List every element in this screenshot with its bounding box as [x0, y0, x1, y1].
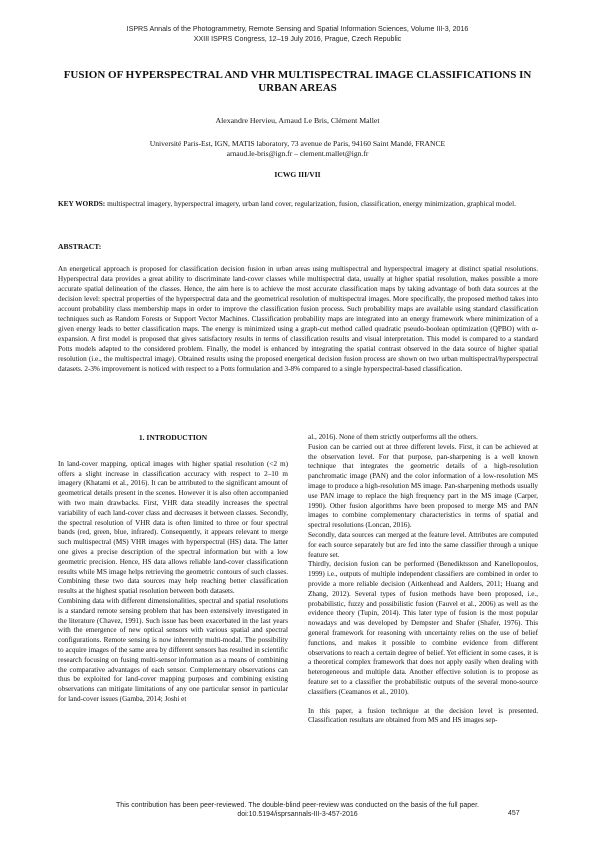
intro-paragraph-5: Secondly, data sources can merged at the feature level. Attributes are computed for each source separately but are fed into the same classifier through a unique feature set. [308, 530, 538, 559]
footer-doi: doi:10.5194/isprsannals-III-3-457-2016 [237, 811, 358, 818]
paper-title: FUSION OF HYPERSPECTRAL AND VHR MULTISPECTRAL IMAGE CLASSIFICATIONS IN URBAN AREAS [63, 69, 532, 94]
left-column [58, 433, 288, 705]
intro-paragraph-3: al., 2016). None of them strictly outperforms all the others. [308, 433, 478, 441]
intro-paragraph-7: In this paper, a fusion technique at the decision level is presented. Classification resultats are obtained from MS and HS images sep- [308, 706, 538, 725]
running-header [0, 24, 595, 44]
right-column [308, 433, 538, 726]
intro-paragraph-2: Combining data with different dimensionalities, spectral and spatial resolutions is a standard remote sensing problem that has been extensively investigated in the literature (Chavez, 1991). Such issue has been exacerbated in the last years with the emergence of new optical sensors with various spatial and spectral configurations. Remote sensing is now inherently multi-modal. The possibility to acquire images of the same area by different sensors has resulted in scientific research focusing on fusing multi-sensor information as a means of combining the comparative advantages of each sensor. Complementary observations can thus be exploited for land-cover mapping purposes and combining existing observations can mitigate limitations of any one particular sensor in particular for land-cover issues (Gamba, 2014; Joshi et [58, 596, 288, 703]
intro-paragraph-6: Thirdly, decision fusion can be performed (Benediktsson and Kanellopoulos, 1999) i.e., outputs of multiple independent classifiers are combined in order to provide a more reliable decision (Aitkenhead and Aalders, 2011; Huang and Zhang, 2012). Several types of fusion methods have been proposed, i.e., probabilistic, fuzzy and possibilistic fusion (Fauvel et al., 2006) as well as the evidence theory (Tupin, 2014). This later type of fusion is the most popular nowadays and was developed by Dempster and Shafer (Shafer, 1976). This general framework for reasoning with uncertainty relies on the use of belief functions, and makes it possible to combine evidence from different observations to reach a certain degree of belief. Yet efficient in some cases, it is a theoretical complex framework that does not apply easily when dealing with heterogeneous and multiple data. Another effective solution is to propose as feature set to a classifier the probabilistic outputs of the several mono-source classifiers (Ceamanos et al., 2010). [308, 560, 538, 696]
footer-review-note: This contribution has been peer-reviewed. The double-blind peer-review was conducted on the basis of the full paper. [116, 802, 479, 809]
intro-paragraph-4: Fusion can be carried out at three different levels. First, it can be achieved at the observation level. For that purpose, pan-sharpening is a well known technique that integrates the geometric details of a high-resolution panchromatic image (PAN) and the color information of a low-resolution MS image to produce a high-resolution MS image. Pan-sharpening methods usually use PAN image to replace the high frequency part in the MS image (Carper, 1990). Other fusion algorithms have been proposed to merge MS and PAN images to combine complementary characteristics in terms of spatial and spectral resolutions (Loncan, 2016). [308, 442, 538, 530]
abstract-text: An energetical approach is proposed for classification decision fusion in urban areas using multispectral and hyperspectral imagery at distinct spatial resolutions. Hyperspectral data provides a great ability to discriminate land-cover classes while multispectral data, usually at higher spatial resolution, makes possible a more accurate spatial delineation of the classes. Hence, the aim here is to achieve the most accurate classification maps by taking advantage of both data sources at the decision level: spectral properties of the hyperspectral data and the geometrical resolution of multispectral images. More specifically, the proposed method takes into account probability class membership maps in order to improve the classification fusion process. Such probability maps are available using standard classification techniques such as Random Forests or Support Vector Machines. Classification probability maps are integrated into an energy framework where minimization of a given energy leads to better classification maps. The energy is minimized using a graph-cut method called quadratic pseudo-boolean optimization (QPBO) with α-expansion. A first model is proposed that gives satisfactory results in terms of classification results and visual interpretation. This model is compared to a standard Potts models adapted to the considered problem. Finally, the model is enhanced by integrating the spatial contrast observed in the data source of higher spatial resolution (i.e., the multispectral image). Obtained results using the proposed energetical decision fusion process are shown on two urban multispectral/hyperspectral datasets. 2-3% improvement is noticed with respect to a Potts formulation and 3-8% compared to a single hyperspectral-based classification. [58, 265, 538, 373]
header-congress-line: XXIII ISPRS Congress, 12–19 July 2016, Prague, Czech Republic [193, 35, 402, 43]
intro-paragraph-1: In land-cover mapping, optical images with higher spatial resolution (<2 m) offers a slight increase in classification accuracy with respect to 2–10 m imagery (Khatami et al., 2016). It can be attributed to the significant amount of geometrical details present in the scenes. However it is also often accompanied with two main drawbacks. First, VHR data steadily increases the spectral variability of each land-cover class and decreases it between classes. Secondly, the spectral resolution of VHR data is often limited to three or four spectral bands (red, green, blue, infrared). Consequently, it appears relevant to merge such multispectral (MS) VHR images with hyperspectral (HS) data. The latter one gives a precise description of the spectral information but with a low geometric precision. Hence, HS data allows reliable land-cover classificationn results while MS image helps retrieving the geometric contours of such classes. Combining these two data sources may help reaching better classification results at the highest spatial resolution between both datasets. [58, 459, 288, 596]
keywords-block [58, 199, 538, 209]
header-journal-line: ISPRS Annals of the Photogrammetry, Remote Sensing and Spatial Information Sciences, Volume III-3, 2016 [126, 25, 469, 33]
abstract-heading: ABSTRACT: [58, 242, 102, 251]
keywords-text: multispectral imagery, hyperspectral imagery, urban land cover, regularization, fusion, classification, energy minimization, graphical model. [107, 199, 516, 208]
section-heading-introduction: 1. INTRODUCTION [138, 433, 208, 442]
paper-authors: Alexandre Hervieu, Arnaud Le Bris, Clément Mallet [215, 116, 380, 125]
author-emails: arnaud.le-bris@ign.fr – clement.mallet@ign.fr [226, 149, 369, 158]
keywords-label: KEY WORDS: [58, 199, 106, 208]
page-number: 457 [508, 810, 520, 817]
affiliation-block [0, 139, 595, 159]
page-footer [0, 801, 595, 819]
commission-label: ICWG III/VII [274, 170, 321, 179]
affiliation-text: Université Paris-Est, IGN, MATIS laboratory, 73 avenue de Paris, 94160 Saint Mandé, FRANCE [149, 139, 446, 148]
